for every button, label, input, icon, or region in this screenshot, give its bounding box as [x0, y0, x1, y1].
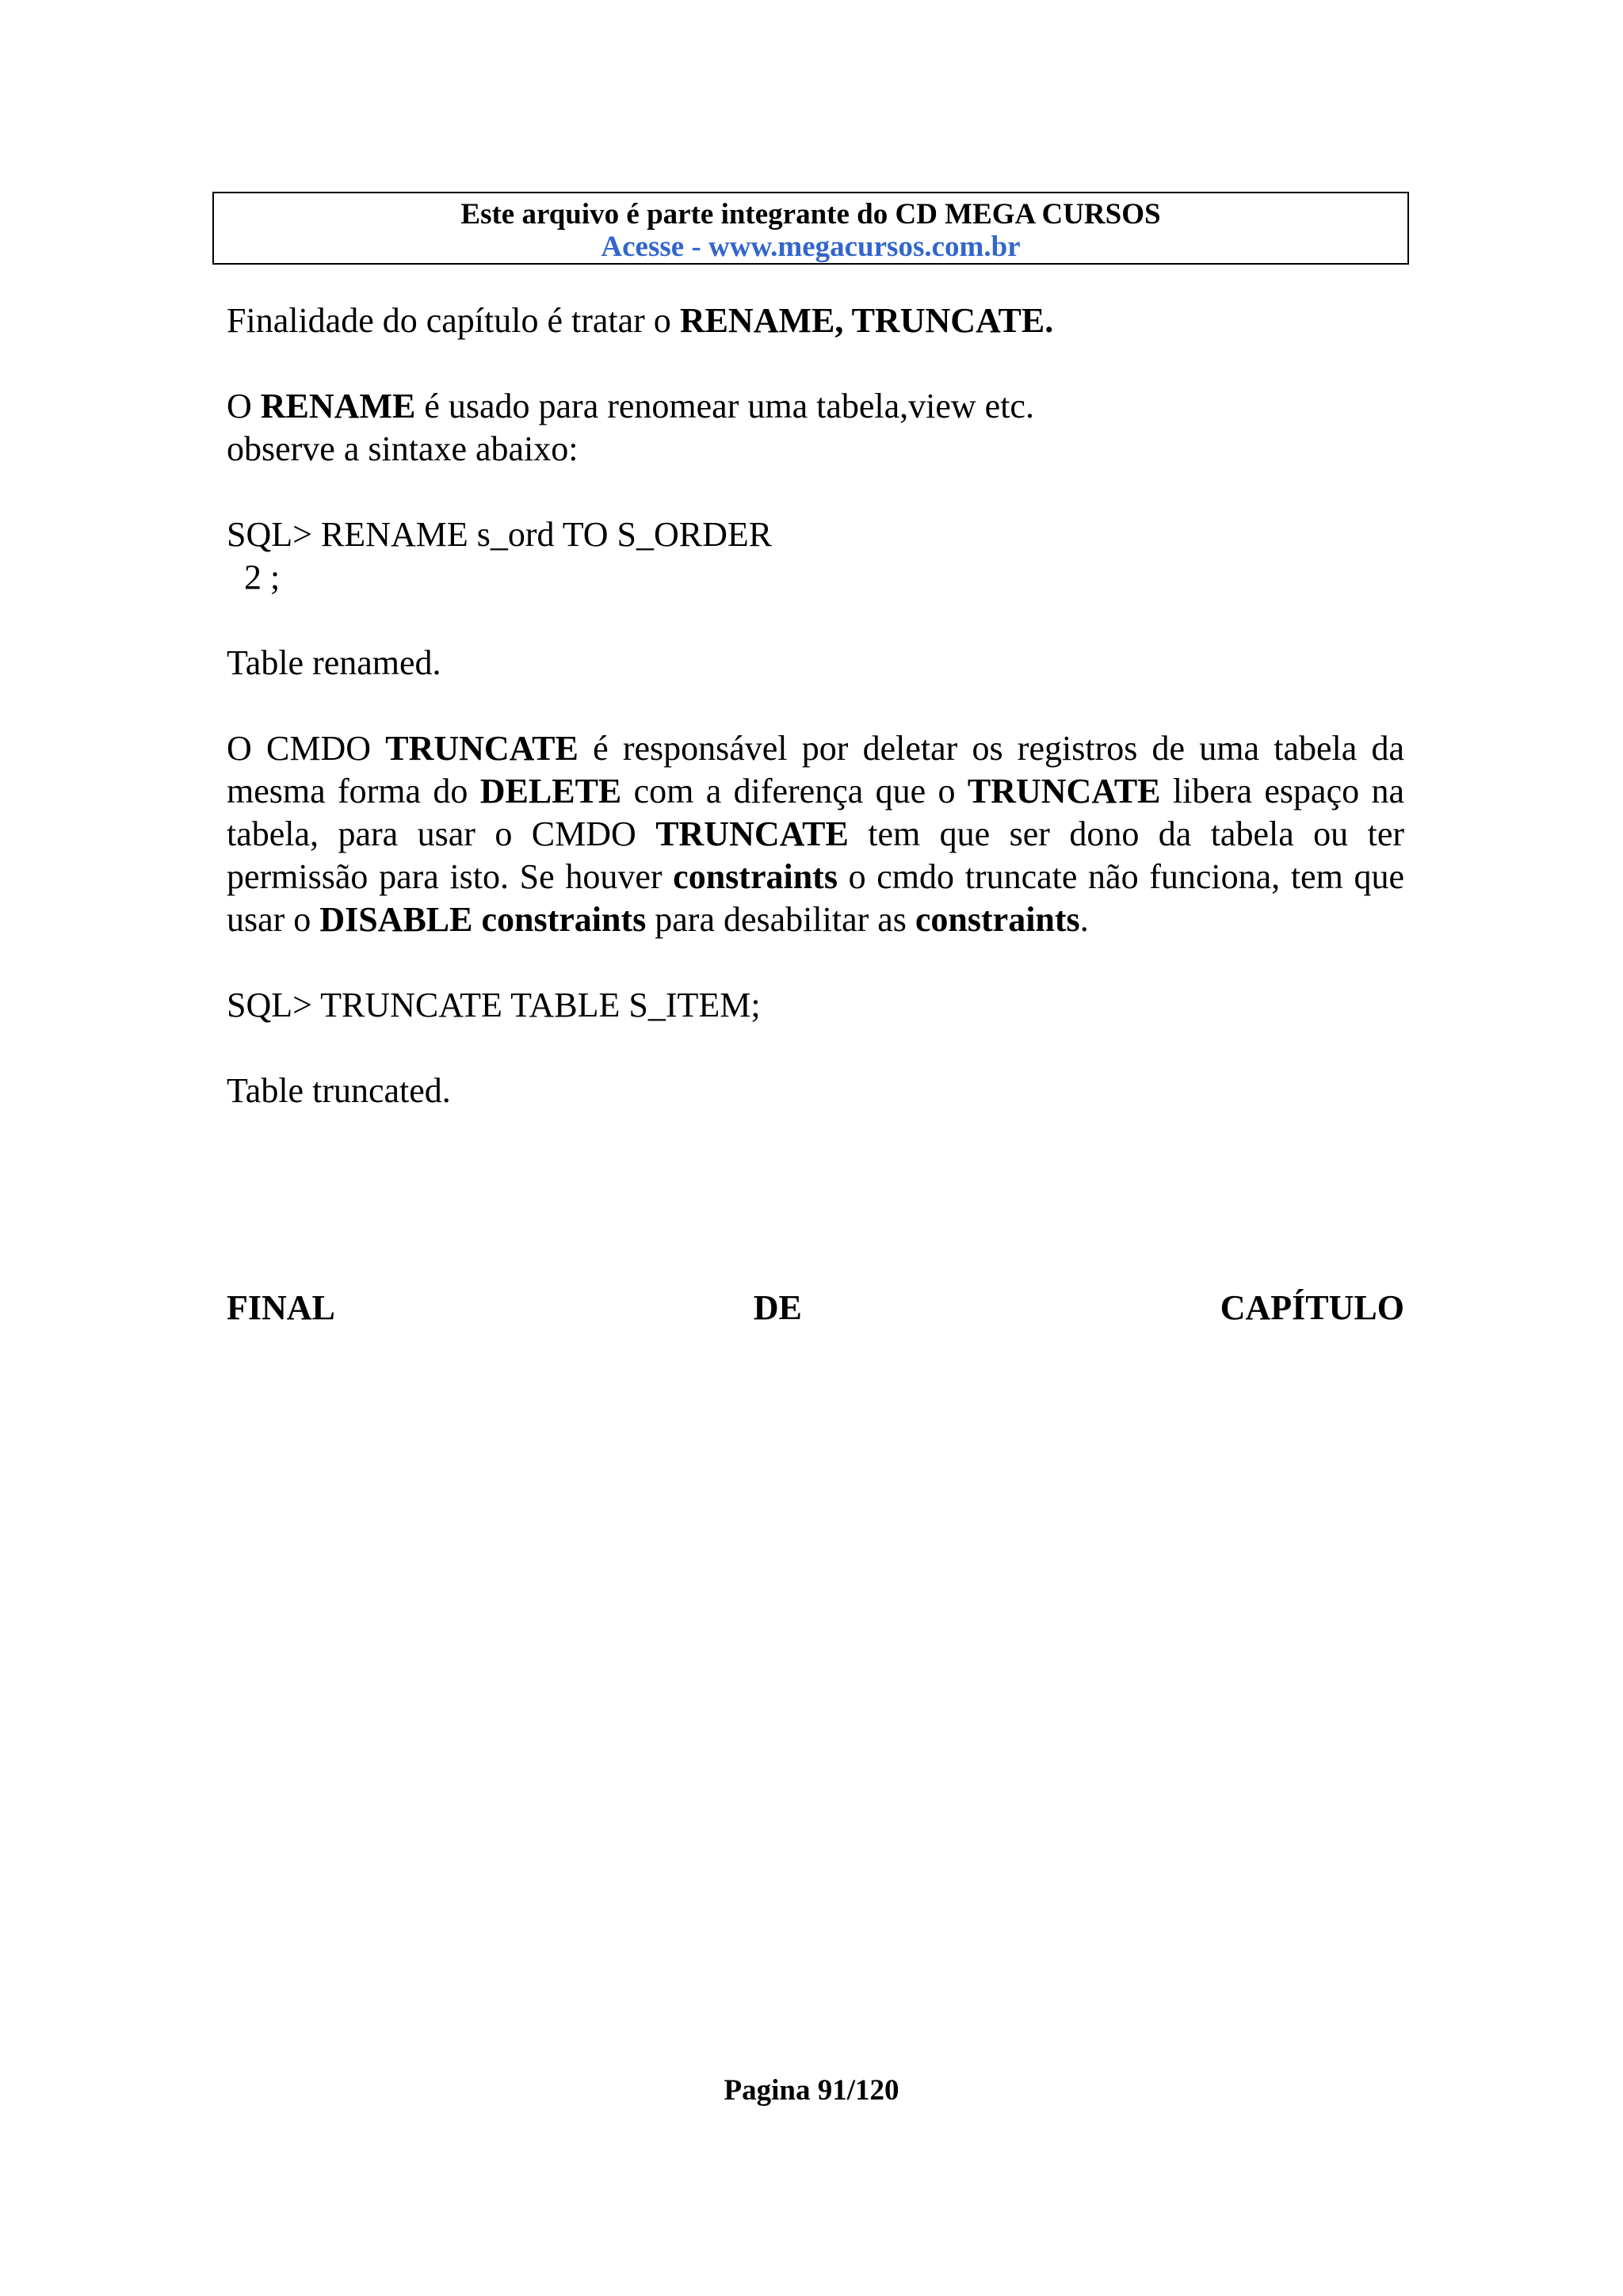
truncate-paragraph — [227, 727, 1404, 941]
intro-text: Finalidade do capítulo é tratar o — [227, 301, 680, 340]
final-word: FINAL — [227, 1288, 335, 1327]
rename-pre: O — [227, 387, 261, 425]
header-box — [212, 192, 1409, 265]
truncate-result: Table truncated. — [227, 1071, 451, 1110]
intro-paragraph — [227, 299, 1404, 342]
rename-post: é usado para renomear uma tabela,view etc. — [415, 387, 1034, 425]
truncate-keyword-2: TRUNCATE — [967, 772, 1161, 810]
constraints-keyword-2: constraints — [915, 900, 1080, 939]
rename-code-line1: SQL> RENAME s_ord TO S_ORDER — [227, 515, 773, 554]
truncate-text-2: é responsável por deletar os registros de uma tabela da mesma forma do — [227, 729, 1405, 810]
rename-paragraph — [227, 385, 1404, 428]
disable-constraints-keyword: DISABLE constraints — [319, 900, 647, 939]
capitulo-word: CAPÍTULO — [1220, 1288, 1404, 1327]
truncate-keyword-3: TRUNCATE — [655, 814, 849, 853]
delete-keyword: DELETE — [479, 772, 622, 810]
truncate-code: SQL> TRUNCATE TABLE S_ITEM; — [227, 986, 761, 1024]
rename-keyword: RENAME — [260, 387, 416, 425]
header-title: Este arquivo é parte integrante do CD MEGA CURSOS — [460, 198, 1161, 231]
constraints-keyword-1: constraints — [673, 857, 838, 896]
chapter-end — [227, 1287, 1404, 1329]
page-number: Pagina 91/120 — [724, 2074, 899, 2107]
de-word: DE — [753, 1288, 802, 1327]
document-body — [227, 299, 1404, 1112]
rename-code-line2: 2 ; — [244, 558, 281, 597]
truncate-text-4: libera espaço na tabela, para usar o CMDO — [227, 772, 1404, 853]
truncate-text-6: o cmdo truncate não funciona, tem que usar o — [227, 857, 1404, 939]
rename-syntax-intro: observe a sintaxe abaixo: — [227, 429, 579, 468]
rename-result: Table renamed. — [227, 643, 441, 682]
truncate-text-1: O CMDO — [227, 729, 386, 768]
truncate-text-7: para desabilitar as — [646, 900, 915, 939]
truncate-text-5: tem que ser dono da tabela ou ter permissão para isto. Se houver — [227, 814, 1404, 896]
truncate-text-8: . — [1079, 900, 1089, 939]
intro-keywords: RENAME, TRUNCATE. — [679, 301, 1054, 340]
truncate-keyword-1: TRUNCATE — [385, 729, 579, 768]
header-link[interactable]: Acesse - www.megacursos.com.br — [601, 231, 1021, 263]
truncate-text-3: com a diferença que o — [621, 772, 968, 810]
